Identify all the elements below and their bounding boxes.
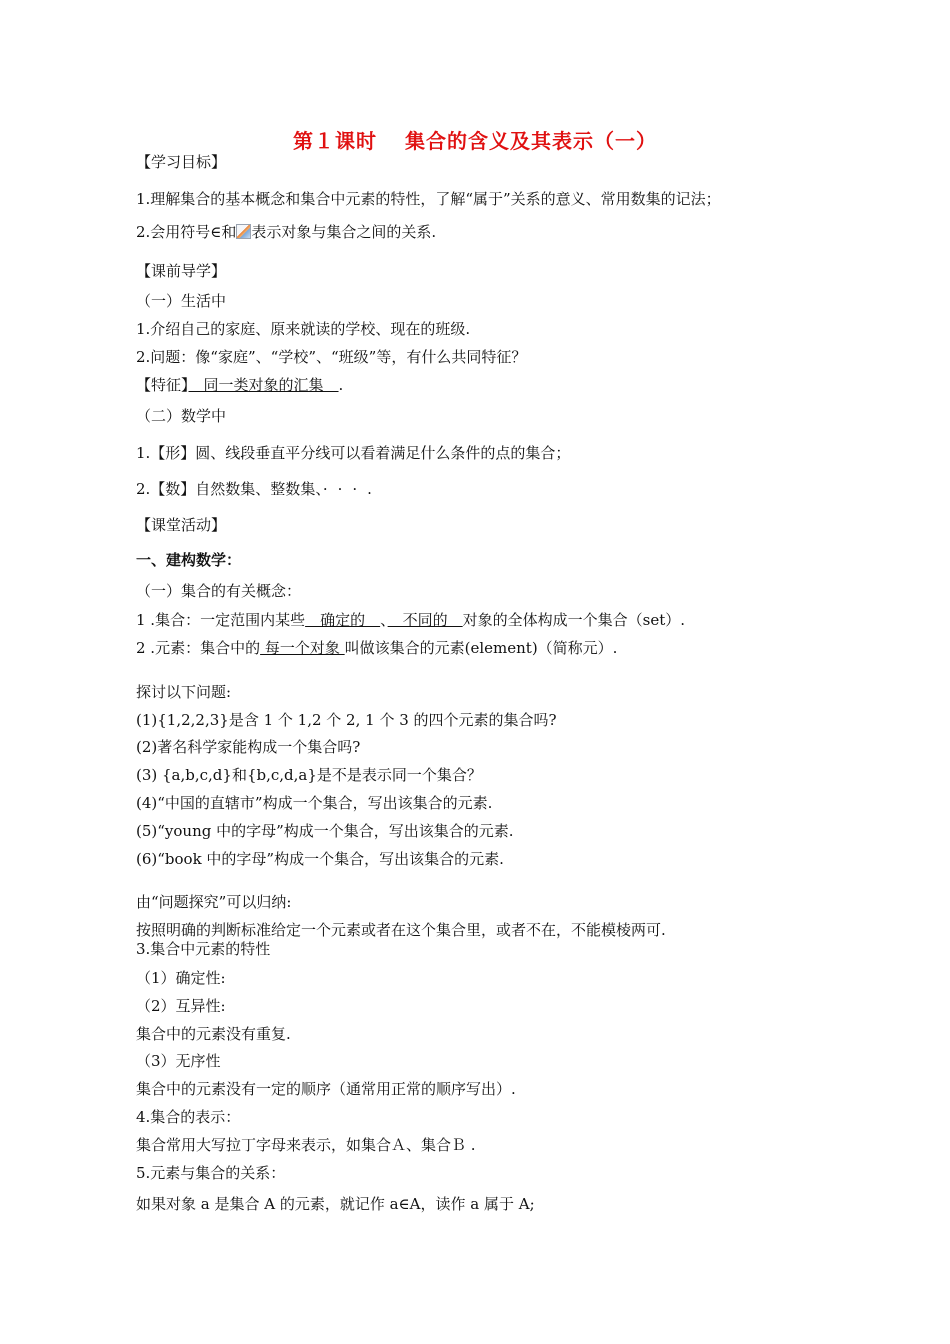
objective-2 [136,222,436,242]
properties-heading: 3.集合中元素的特性 [136,940,271,958]
representation-heading: 4.集合的表示： [136,1108,241,1126]
section-objectives: 【学习目标】 [136,153,227,171]
element-blank: 每一个对象 [260,639,345,657]
set-mid: 、 [380,611,388,629]
feature-end: . [338,376,344,394]
feature-label: 【特征】 [136,376,189,394]
math-item-2 [136,479,372,499]
set-definition [136,610,685,630]
property-3: （3）无序性 [136,1052,221,1070]
life-item-1: 1.介绍自己的家庭、原来就读的学校、现在的班级. [136,320,471,338]
element-suffix: 叫做该集合的元素(element)（简称元）. [344,639,618,657]
question-6: (6)“book 中的字母”构成一个集合，写出该集合的元素. [136,850,504,868]
math-heading: （二）数学中 [136,407,227,425]
summary-intro: 由“问题探究”可以归纳: [136,893,292,911]
set-prefix: 1 .集合：一定范围内某些 [136,611,306,629]
question-2: (2)著名科学家能构成一个集合吗? [136,738,361,756]
question-4: (4)“中国的直辖市”构成一个集合，写出该集合的元素. [136,794,493,812]
lesson-number: 第１课时 [293,129,377,153]
not-in-symbol-icon [236,224,251,239]
discuss-heading: 探讨以下问题: [136,683,232,701]
document-title [0,125,950,154]
concept-heading: （一）集合的有关概念： [136,582,302,600]
question-3: (3) {a,b,c,d}和{b,c,d,a}是不是表示同一个集合？ [136,766,482,784]
property-2-desc: 集合中的元素没有重复. [136,1025,291,1043]
property-2: （2）互异性: [136,997,226,1015]
feature-line [136,375,343,395]
lesson-topic: 集合的含义及其表示（一） [405,129,657,153]
property-1: （1）确定性: [136,969,226,987]
relation-heading: 5.元素与集合的关系： [136,1164,286,1182]
relation-desc: 如果对象 a 是集合 A 的元素，就记作 a∈A，读作 a 属于 A; [136,1195,535,1213]
set-blank-2: 不同的 [387,611,463,629]
math-item-2-prefix: 2.【数】自然数集、整数集、 [136,480,323,498]
summary-rule: 按照明确的判断标准给定一个元素或者在这个集合里，或者不在，不能模棱两可. [136,921,666,939]
objective-2-suffix: 表示对象与集合之间的关系. [251,223,437,241]
question-5: (5)“young 中的字母”构成一个集合，写出该集合的元素. [136,822,514,840]
objective-2-prefix: 2.会用符号∈和 [136,223,237,241]
objective-1: 1.理解集合的基本概念和集合中元素的特性，了解“属于”关系的意义、常用数集的记法； [136,190,721,208]
math-item-2-end: . [367,480,372,498]
representation-desc: 集合常用大写拉丁字母来表示，如集合Ａ、集合Ｂ . [136,1136,476,1154]
section-activity: 【课堂活动】 [136,516,227,534]
build-heading: 一、建构数学： [136,551,242,569]
ellipsis-dots: ··· [322,480,368,498]
property-3-desc: 集合中的元素没有一定的顺序（通常用正常的顺序写出）. [136,1080,516,1098]
section-preview: 【课前导学】 [136,262,227,280]
element-definition [136,638,617,658]
feature-answer: 同一类对象的汇集 [188,376,339,394]
element-prefix: 2 .元素：集合中的 [136,639,261,657]
set-suffix: 对象的全体构成一个集合（set）. [462,611,686,629]
question-1: (1){1,2,2,3}是含 1 个 1,2 个 2, 1 个 3 的四个元素的集合吗? [136,711,557,729]
math-item-1: 1.【形】圆、线段垂直平分线可以看着满足什么条件的点的集合； [136,444,571,462]
life-heading: （一）生活中 [136,292,227,310]
life-item-2: 2.问题：像“家庭”、“学校”、“班级”等，有什么共同特征？ [136,348,527,366]
set-blank-1: 确定的 [305,611,381,629]
